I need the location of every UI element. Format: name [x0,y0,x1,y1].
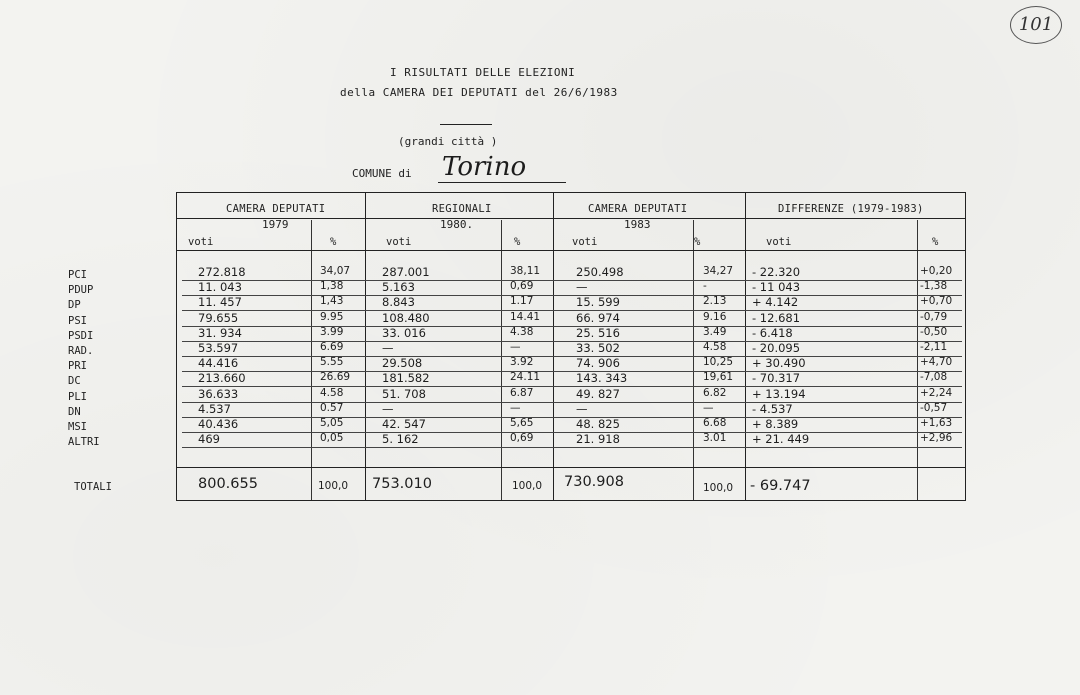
votes-1980: 108.480 [382,310,430,325]
votes-1983: — [576,401,588,416]
title-line-2: della CAMERA DEI DEPUTATI del 26/6/1983 [340,86,618,99]
difference-pct: -0,57 [920,401,948,414]
votes-1980: — [382,401,394,416]
votes-1979: 11. 457 [198,295,242,310]
difference-pct: -2,11 [920,341,948,353]
votes-1983: 25. 516 [576,325,620,340]
votes-1983: 143. 343 [576,371,628,386]
difference-pct: +0,70 [920,295,953,308]
pct-1980: 4.38 [510,325,534,338]
col-divider [745,193,746,500]
difference-votes: + 30.490 [752,356,806,371]
subheader-voti: voti [766,236,792,248]
pct-1979: 4.58 [320,386,344,399]
title-line-1: I RISULTATI DELLE ELEZIONI [390,66,576,79]
totals-label: TOTALI [74,481,112,493]
pct-1983: 9.16 [703,310,727,323]
subheader-voti: voti [386,236,412,248]
subheader-voti: voti [188,236,214,248]
header-rule [177,218,965,219]
header-rule [177,250,965,251]
pct-1980: 24.11 [510,371,541,384]
votes-1980: 33. 016 [382,325,426,340]
pct-1980: — [510,341,521,353]
page-number-stamp: 101 [1010,6,1062,44]
year-1980: 1980. [440,218,474,231]
row-rule [182,371,962,372]
votes-1980: 51. 708 [382,386,426,401]
difference-pct: +1,63 [920,417,953,429]
party-label: PSI [68,314,87,327]
votes-1980: 42. 547 [382,417,426,431]
pct-1979: 1,43 [320,295,344,308]
row-rule [182,432,962,433]
totals-rule [177,467,965,468]
votes-1983: 15. 599 [576,295,620,310]
votes-1979: 4.537 [198,401,231,416]
total-votes-1983: 730.908 [564,474,624,490]
votes-1980: 29.508 [382,356,423,371]
difference-votes: - 4.537 [752,401,793,416]
votes-1980: 5. 162 [382,432,419,447]
votes-1980: — [382,341,394,355]
pct-1983: 6.68 [703,417,727,429]
subheader-voti: voti [572,236,598,248]
row-rule [182,417,962,418]
col-divider [311,220,312,500]
difference-pct: +4,70 [920,356,953,369]
comune-label: COMUNE di [352,167,412,180]
difference-votes: + 8.389 [752,417,799,431]
party-label: MSI [68,421,87,433]
votes-1979: 31. 934 [198,325,242,340]
pct-1979: 0.57 [320,401,344,414]
total-votes-1980: 753.010 [372,476,432,492]
difference-votes: - 22.320 [752,265,801,279]
group-header-camera-1979: CAMERA DEPUTATI [226,203,326,215]
party-label: PLI [68,390,87,403]
pct-1980: — [510,401,521,414]
party-label: PCI [68,269,87,281]
difference-pct: -7,08 [920,371,948,384]
pct-1980: 38,11 [510,265,541,277]
pct-1980: 1.17 [510,295,534,308]
difference-pct: -1,38 [920,280,948,293]
city-name: Torino [442,152,527,182]
votes-1979: 36.633 [198,386,239,401]
pct-1979: 6.69 [320,341,344,353]
row-rule [182,402,962,403]
difference-votes: + 21. 449 [752,432,810,447]
pct-1983: 19,61 [703,371,734,384]
col-divider [553,193,554,500]
subheader-pct: % [514,236,521,248]
party-label: PDUP [68,284,94,297]
difference-pct: +0,20 [920,265,953,277]
votes-1979: 40.436 [198,417,239,431]
difference-votes: - 11 043 [752,280,801,295]
votes-1980: 8.843 [382,295,415,310]
votes-1979: 469 [198,432,220,447]
votes-1983: 250.498 [576,265,624,279]
votes-1979: 272.818 [198,265,246,279]
pct-1980: 0,69 [510,432,534,445]
difference-votes: - 6.418 [752,325,793,340]
pct-1980: 6.87 [510,386,534,399]
votes-1983: 21. 918 [576,432,620,447]
party-label: ALTRI [68,436,100,449]
votes-1980: 287.001 [382,265,430,279]
row-rule [182,447,962,448]
pct-1979: 0,05 [320,432,344,445]
votes-1980: 181.582 [382,371,430,386]
pct-1979: 26.69 [320,371,351,384]
party-label: DC [68,375,81,388]
votes-1983: 49. 827 [576,386,620,401]
pct-1983: - [703,280,707,293]
subheader-pct: % [694,236,701,248]
votes-1979: 53.597 [198,341,239,355]
pct-1980: 5,65 [510,417,534,429]
results-table [176,192,966,501]
total-difference-votes: - 69.747 [750,478,811,494]
row-rule [182,341,962,342]
party-label: PSDI [68,329,94,342]
year-1983: 1983 [624,218,651,231]
votes-1979: 44.416 [198,356,239,371]
difference-pct: +2,24 [920,386,953,399]
difference-votes: - 12.681 [752,310,801,325]
row-rule [182,326,962,327]
total-pct-1979: 100,0 [318,480,349,492]
pct-1980: 14.41 [510,310,541,323]
pct-1983: 3.01 [703,432,727,445]
year-1979: 1979 [262,218,289,231]
pct-1979: 34,07 [320,265,351,277]
col-divider [693,220,694,500]
pct-1979: 9.95 [320,310,344,323]
party-label: RAD. [68,345,94,357]
pct-1983: 2.13 [703,295,727,308]
pct-1983: 6.82 [703,386,727,399]
votes-1983: — [576,280,588,295]
party-label: DP [68,299,81,312]
votes-1983: 66. 974 [576,310,620,325]
title-divider [440,124,492,125]
row-rule [182,310,962,311]
difference-votes: - 20.095 [752,341,801,355]
row-rule [182,280,962,281]
votes-1980: 5.163 [382,280,415,295]
row-rule [182,356,962,357]
pct-1979: 5,05 [320,417,344,429]
pct-1979: 5.55 [320,356,344,369]
col-divider [501,220,502,500]
title-line-3: (grandi città ) [398,135,498,148]
subheader-pct: % [932,236,939,248]
row-rule [182,386,962,387]
votes-1983: 33. 502 [576,341,620,355]
group-header-regionali: REGIONALI [432,203,492,215]
difference-pct: +2,96 [920,432,953,445]
col-divider [365,193,366,500]
total-votes-1979: 800.655 [198,476,258,492]
row-rule [182,295,962,296]
total-pct-1983: 100,0 [703,482,734,494]
difference-votes: + 13.194 [752,386,806,401]
difference-pct: -0,50 [920,325,948,338]
pct-1983: 34,27 [703,265,734,277]
group-header-camera-1983: CAMERA DEPUTATI [588,203,688,215]
votes-1979: 213.660 [198,371,246,386]
difference-pct: -0,79 [920,310,948,323]
pct-1983: 3.49 [703,325,727,338]
pct-1979: 1,38 [320,280,344,293]
difference-votes: + 4.142 [752,295,799,310]
pct-1980: 0,69 [510,280,534,293]
party-label: DN [68,405,81,418]
votes-1979: 79.655 [198,310,239,325]
pct-1983: 4.58 [703,341,727,353]
pct-1983: 10,25 [703,356,734,369]
party-label: PRI [68,360,87,373]
col-divider [917,220,918,500]
group-header-differenze: DIFFERENZE (1979-1983) [778,203,924,215]
pct-1979: 3.99 [320,325,344,338]
pct-1980: 3.92 [510,356,534,369]
subheader-pct: % [330,236,337,248]
pct-1983: — [703,401,714,414]
city-underline [438,182,566,183]
votes-1983: 74. 906 [576,356,620,371]
votes-1979: 11. 043 [198,280,242,295]
votes-1983: 48. 825 [576,417,620,431]
total-pct-1980: 100,0 [512,480,543,492]
difference-votes: - 70.317 [752,371,801,386]
